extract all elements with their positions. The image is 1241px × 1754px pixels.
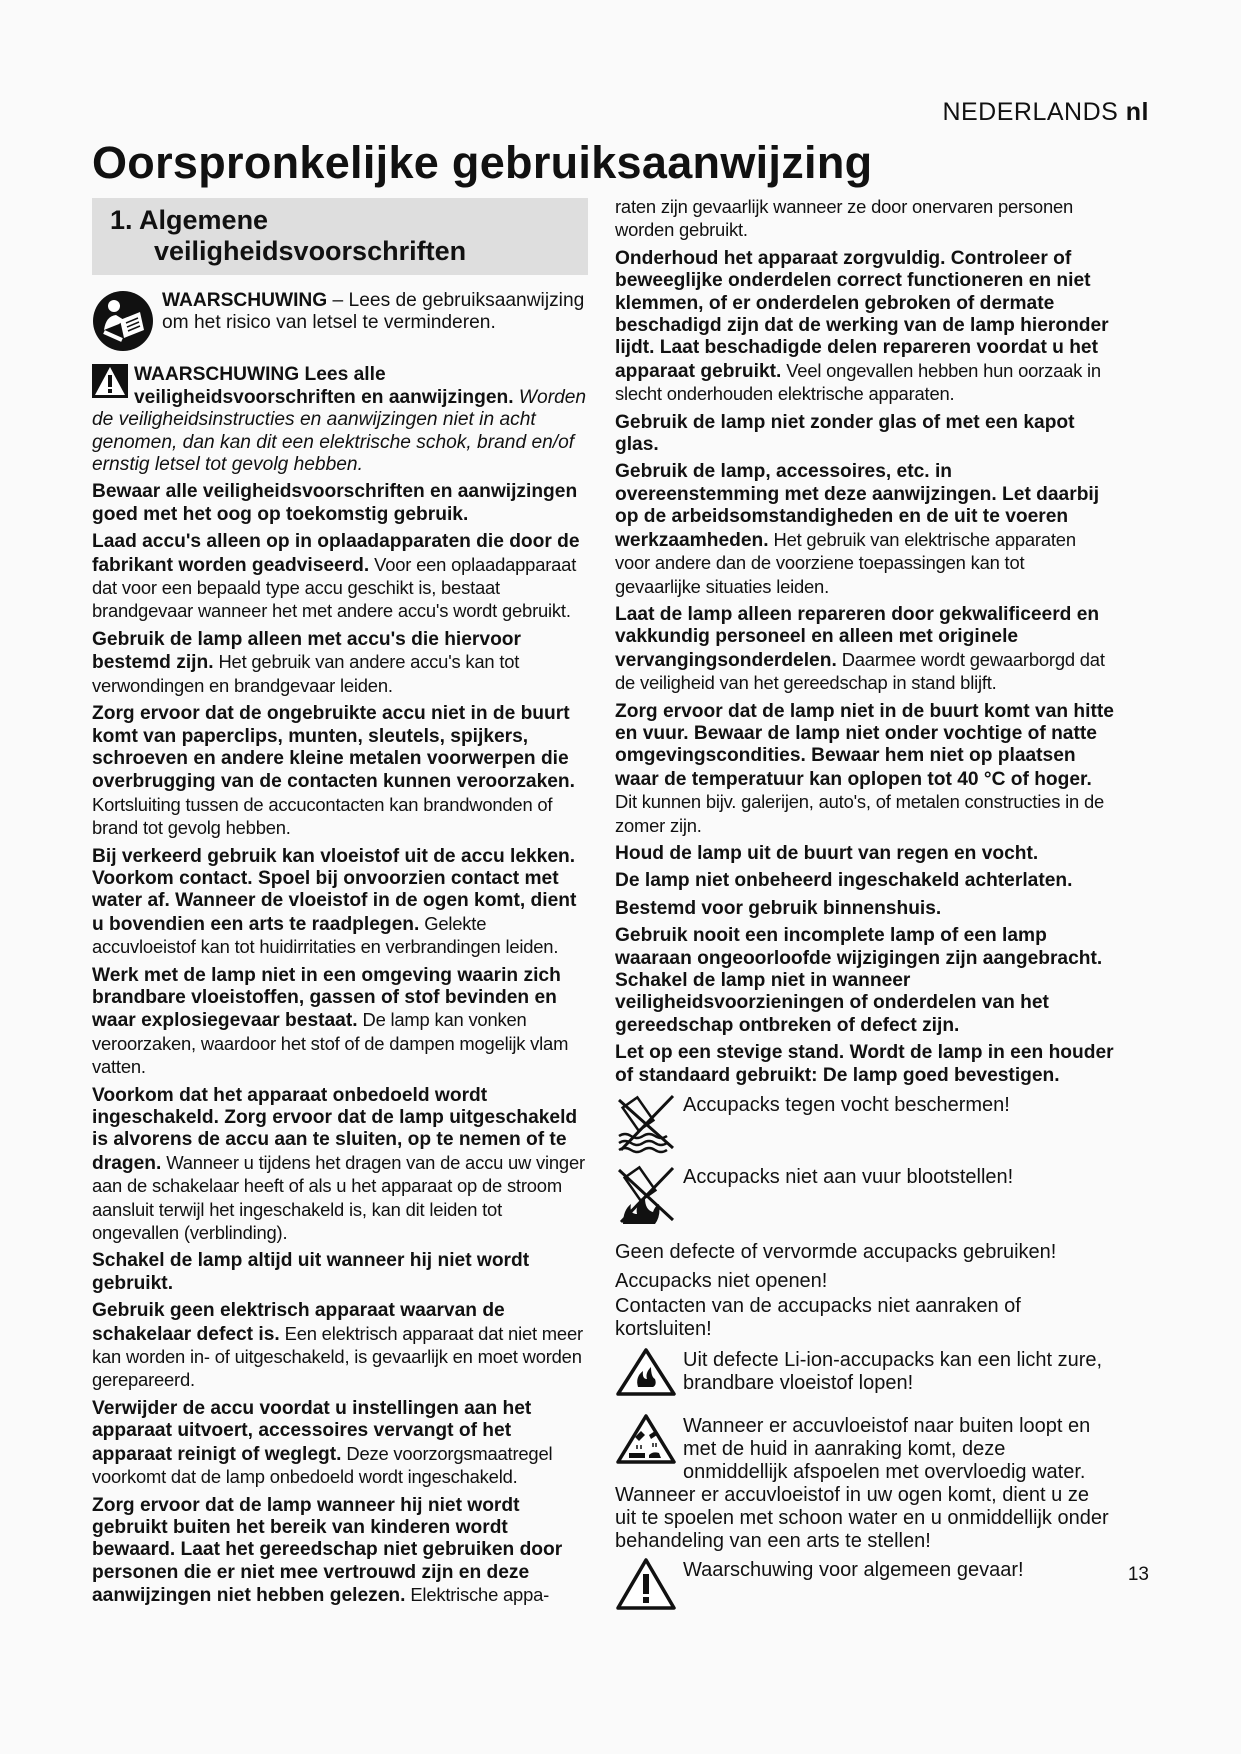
page-title: Oorspronkelijke gebruiksaanwijzing [92, 137, 873, 188]
paragraph: Laad accu's alleen op in oplaadapparaten die door de fabrikant worden geadviseerd. Voor een oplaadapparaat dat voor een bepaald type accu geschikt is, bestaat brandgevaar wanneer het met andere accu's wordt gebruikt. [92, 531, 580, 622]
pictogram-text: Accupacks tegen vocht beschermen! [683, 1094, 1010, 1117]
paragraph: Onderhoud het apparaat zorgvuldig. Controleer of beweeglijke onderdelen correct functioneren en niet klemmen, of er onderdelen gebroken of dermate beschadigd zijn dat de werking van de lamp hieronder lijdt. Laat beschadigde delen repareren voordat u het apparaat gebruikt. Veel ongevallen hebben hun oorzaak in slecht onderhouden elektrische apparaten. [615, 247, 1109, 405]
pictogram-row [615, 1239, 1115, 1264]
warning-read-manual [92, 290, 588, 358]
paragraph: Schakel de lamp altijd uit wanneer hij niet wordt gebruikt. [92, 1250, 530, 1294]
language-name: NEDERLANDS [942, 98, 1119, 126]
paragraph: Zorg ervoor dat de lamp wanneer hij niet wordt gebruikt buiten het bereik van kinderen wordt bewaard. Laat het gereedschap niet gebruiken door personen die er niet mee vertrouwd zijn en deze aanwijzingen niet hebben gelezen. Elektrische appa- [92, 1494, 563, 1607]
left-column [92, 198, 588, 1613]
pictogram-row [615, 1413, 1115, 1553]
paragraph: Zorg ervoor dat de lamp niet in de buurt komt van hitte en vuur. Bewaar de lamp niet onder vochtige of natte omgevingscondities. Bewaar hem niet op plaatsen waar de temperatuur kan oplopen tot 40 °C of hoger. Dit kunnen bijv. galerijen, auto's, of metalen constructies in de zomer zijn. [615, 700, 1114, 836]
paragraph: Gebruik de lamp, accessoires, etc. in overeenstemming met deze aanwijzingen. Let daarbij op de arbeidsomstandigheden en de uit te voeren werkzaamheden. Het gebruik van elektrische apparaten voor andere dan de voorziene toepassingen kan tot gevaarlijke situaties leiden. [615, 461, 1100, 597]
paragraph: WAARSCHUWING – Lees de gebruiksaanwijzing om het risico van letsel te verminderen. [162, 290, 585, 334]
pictogram-row [615, 1557, 1115, 1619]
read-manual-icon [92, 290, 154, 358]
pictogram-row [615, 1347, 1115, 1409]
paragraph: Voorkom dat het apparaat onbedoeld wordt ingeschakeld. Zorg ervoor dat de lamp uitgeschakeld is alvorens de accu aan te sluiten, op te nemen of te dragen. Wanneer u tijdens het dragen van de accu uw vinger aan de schakelaar heeft of als u het apparaat op de stroom aansluit terwijl het ingeschakeld is, kan dit leiden tot ongevallen (verblinding). [92, 1084, 585, 1244]
pictogram-text: Accupacks niet openen! [615, 1269, 828, 1292]
pictogram-row [615, 1092, 1115, 1160]
no-fire-icon [615, 1164, 677, 1232]
section-heading [92, 198, 588, 275]
pictogram-text: Waarschuwing voor algemeen gevaar! [683, 1558, 1024, 1581]
pictogram-text: Contacten van de accupacks niet aanraken of kortsluiten! [615, 1294, 1021, 1340]
paragraph: Houd de lamp uit de buurt van regen en vocht. [615, 842, 1039, 864]
language-code: nl [1125, 98, 1149, 126]
paragraph: Bestemd voor gebruik binnenshuis. [615, 897, 942, 919]
section-title-line1: Algemene [139, 205, 269, 235]
paragraph: raten zijn gevaarlijk wanneer ze door onervaren personen worden gebruikt. [615, 196, 1074, 241]
corrosive-icon [615, 1413, 677, 1471]
language-label [942, 98, 1149, 127]
right-column [615, 196, 1115, 1623]
pictogram-text: Wanneer er accuvloeistof naar buiten loopt en met de huid in aanraking komt, deze onmiddellijk afspoelen met overvloedig water. Wanneer er accuvloeistof in uw ogen komt, dient u ze uit te spoelen met schoon water en u onmiddellijk onder behandeling van een arts te stellen! [615, 1414, 1109, 1552]
paragraph: Gebruik geen elektrisch apparaat waarvan de schakelaar defect is. Een elektrisch apparaat dat niet meer kan worden in- of uitgeschakeld, is gevaarlijk en moet worden gerepareerd. [92, 1300, 583, 1391]
paragraph: Bewaar alle veiligheidsvoorschriften en aanwijzingen goed met het oog op toekomstig gebruik. [92, 481, 578, 525]
general-warning-icon [615, 1557, 677, 1617]
paragraph: Let op een stevige stand. Wordt de lamp in een houder of standaard gebruikt: De lamp goed bevestigen. [615, 1042, 1114, 1086]
warning-triangle-icon [92, 364, 128, 404]
no-water-icon [615, 1092, 677, 1160]
paragraph: Laat de lamp alleen repareren door gekwalificeerd en vakkundig personeel en alleen met originele vervangingsonderdelen. Daarmee wordt gewaarborgd dat de veiligheid van het gereedschap in stand blijft. [615, 603, 1105, 694]
pictogram-text: Uit defecte Li-ion-accupacks kan een licht zure, brandbare vloeistof lopen! [683, 1348, 1103, 1394]
paragraph: De lamp niet onbeheerd ingeschakeld achterlaten. [615, 870, 1073, 892]
paragraph: Werk met de lamp niet in een omgeving waarin zich brandbare vloeistoffen, gassen of stof bevinden en waar explosiegevaar bestaat. De lamp kan vonken veroorzaken, waardoor het stof of de dampen mogelijk vlam vatten. [92, 964, 569, 1078]
pictogram-row [615, 1164, 1115, 1232]
pictogram-text: Geen defecte of vervormde accupacks gebruiken! [615, 1240, 1057, 1263]
section-title-line2: veiligheidsvoorschriften [154, 236, 467, 266]
page-number: 13 [1127, 1564, 1149, 1585]
flammable-icon [615, 1347, 677, 1403]
paragraph: Zorg ervoor dat de ongebruikte accu niet in de buurt komt van paperclips, munten, sleutels, spijkers, schroeven en andere kleine metalen voorwerpen die overbrugging van de contacten kunnen veroorzaken. Kortsluiting tussen de accucontacten kan brandwonden of brand tot gevolg hebben. [92, 703, 575, 839]
paragraph: Gebruik nooit een incomplete lamp of een lamp waaraan ongeoorloofde wijzigingen zijn aangebracht. Schakel de lamp niet in wanneer veiligheidsvoorzieningen of onderdelen van het gereedschap ontbreken of defect zijn. [615, 925, 1103, 1036]
paragraph: Bij verkeerd gebruik kan vloeistof uit de accu lekken. Voorkom contact. Spoel bij onvoorzien contact met water af. Wanneer de vloeistof in de ogen komt, dient u bovendien een arts te raadplegen. Gelekte accuvloeistof kan tot huidirritaties en verbrandingen leiden. [92, 845, 577, 958]
pictogram-text: Accupacks niet aan vuur blootstellen! [683, 1166, 1014, 1189]
section-number: 1. [110, 205, 133, 235]
paragraph: Gebruik de lamp niet zonder glas of met een kapot glas. [615, 411, 1075, 456]
paragraph: WAARSCHUWING Lees alle veiligheidsvoorschriften en aanwijzingen. Worden de veiligheidsinstructies en aanwijzingen niet in acht genomen, dan kan dit een elektrische schok, brand en/of ernstig letsel tot gevolg hebben. [92, 364, 587, 476]
paragraph: Verwijder de accu voordat u instellingen aan het apparaat uitvoert, accessoires vervangt of het apparaat reinigt of weglegt. Deze voorzorgsmaatregel voorkomt dat de lamp onbedoeld wordt ingeschakeld. [92, 1397, 553, 1488]
paragraph: Gebruik de lamp alleen met accu's die hiervoor bestemd zijn. Het gebruik van andere accu's kan tot verwondingen en brandgevaar leiden. [92, 628, 521, 696]
